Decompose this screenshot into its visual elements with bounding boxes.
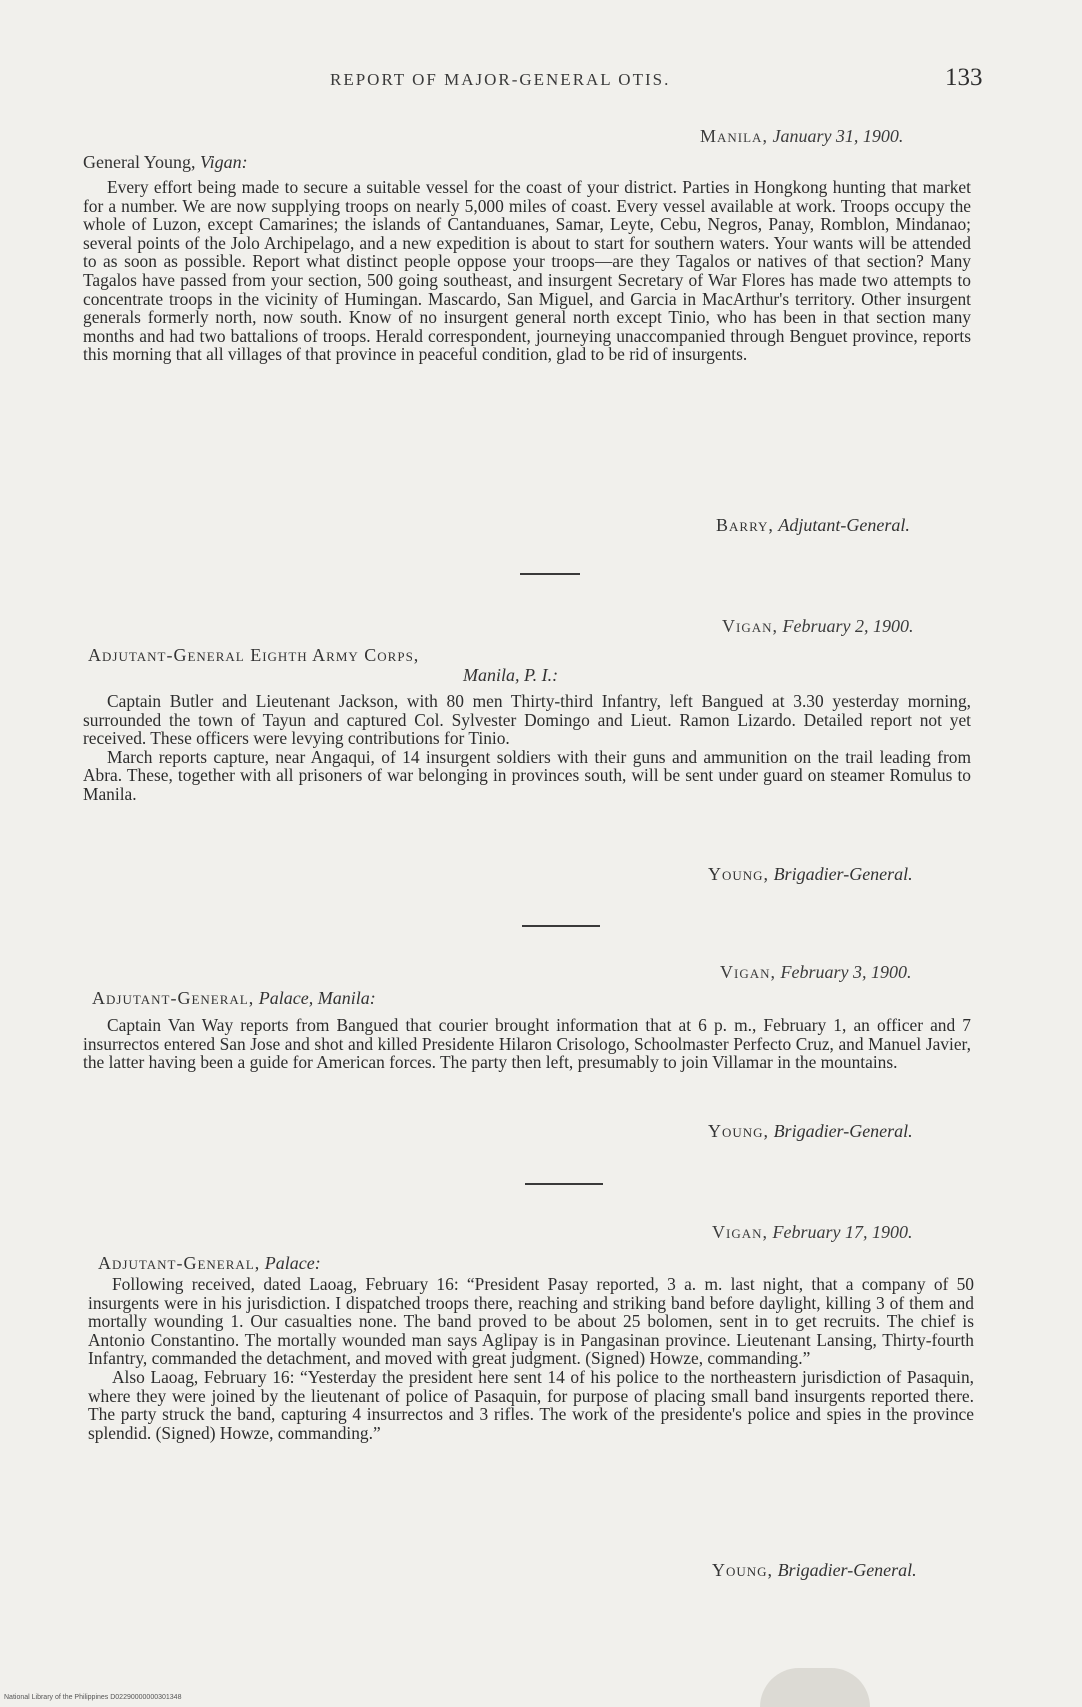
- running-title: REPORT OF MAJOR-GENERAL OTIS.: [330, 70, 671, 89]
- dispatch-4-dateline: Vigan, February 17, 1900.: [712, 1222, 913, 1242]
- dispatch-4-signature: Young, Brigadier-General.: [712, 1560, 917, 1580]
- dispatch-4-body: [88, 1275, 974, 1442]
- paragraph: March reports capture, near Angaqui, of 14 insurgent soldiers with their guns and ammunition on the trail leading from Abra. These, together with all prisoners of war belonging in provinces south, will be sent under guard on steamer Romulus to Manila.: [83, 746, 971, 804]
- dispatch-3-dateline: Vigan, February 3, 1900.: [720, 962, 912, 982]
- paragraph: Every effort being made to secure a suitable vessel for the coast of your district. Parties in Hongkong hunting that market for a number. We are now supplying troops on nearly 5,000 miles of coast. Every vessel available at work. Troops occupy the whole of Luzon, except Camarines; the islands of Cantanduanes, Samar, Leyte, Cebu, Negros, Panay, Romblon, Mindanao; several points of the Jolo Archipelago, and a new expedition is about to start for southern waters. Your wants will be attended to as soon as possible. Report what distinct people oppose your troops—are they Tagalos or natives of that section? Many Tagalos have passed from your section, 500 going southeast, and insurgent Secretary of War Flores has made two attempts to concentrate troops in the vicinity of Humingan. Mascardo, San Miguel, and Garcia in MacArthur's territory. Other insurgent generals formerly north, now south. Know of no insurgent general north except Tinio, who has been in that section many months and had two battalions of troops. Herald correspondent, journeying unaccompanied through Benguet province, reports this morning that all villages of that province in peaceful condition, glad to be rid of insurgents.: [83, 177, 971, 365]
- dispatch-1-dateline: Manila, January 31, 1900.: [700, 126, 904, 146]
- page-header: [0, 62, 1082, 102]
- dispatch-2-addressee: Adjutant-General Eighth Army Corps,: [88, 645, 420, 665]
- paragraph: Captain Butler and Lieutenant Jackson, with 80 men Thirty-third Infantry, left Bangued at 3.30 yesterday morning, surrounded the town of Tayun and captured Col. Sylvester Domingo and Lieut. Ramon Lizardo. Detailed report not yet received. These officers were levying contributions for Tinio.: [83, 691, 971, 749]
- scan-footer-note: National Library of the Philippines D02290000000301348: [4, 1694, 182, 1701]
- page-corner-shadow: [760, 1668, 870, 1707]
- dispatch-1-signature: Barry, Adjutant-General.: [716, 515, 910, 535]
- paragraph: Captain Van Way reports from Bangued that courier brought information that at 6 p. m., February 1, an officer and 7 insurrectos entered San Jose and shot and killed Presidente Hilaron Crisologo, Schoolmaster Perfecto Cruz, and Manuel Javier, the latter having been a guide for American forces. The party then left, presumably to join Villamar in the mountains.: [83, 1015, 971, 1073]
- dispatch-3-signature: Young, Brigadier-General.: [708, 1121, 913, 1141]
- dispatch-4-addressee: Adjutant-General, Palace:: [98, 1253, 321, 1273]
- dispatch-2-dateline: Vigan, February 2, 1900.: [722, 616, 914, 636]
- dispatch-2-body: [83, 692, 971, 804]
- dispatch-3-addressee: Adjutant-General, Palace, Manila:: [92, 988, 376, 1008]
- dispatch-1-body: [83, 178, 971, 364]
- section-divider: [525, 1183, 603, 1185]
- page-number: 133: [945, 64, 983, 91]
- dispatch-2-addressee-place: Manila, P. I.:: [463, 665, 559, 685]
- section-divider: [520, 573, 580, 575]
- paragraph: Following received, dated Laoag, February 16: “President Pasay reported, 3 a. m. last night, that a company of 50 insurgents were in his jurisdiction. I dispatched troops there, reaching and striking band before daylight, killing 3 of them and mortally wounding 1. Our casualties none. The band proved to be about 25 bolomen, sent in to get recruits. The chief is Antonio Constantino. The mortally wounded man says Aglipay is in Pangasinan province. Lieutenant Lansing, Thirty-fourth Infantry, commanded the detachment, and moved with great judgment. (Signed) Howze, commanding.”: [88, 1274, 974, 1369]
- section-divider: [522, 925, 600, 927]
- dispatch-1-addressee: General Young, Vigan:: [83, 152, 248, 172]
- paragraph: Also Laoag, February 16: “Yesterday the president here sent 14 of his police to the northeastern jurisdiction of Pasaquin, where they were joined by the lieutenant of police of Pasaquin, for purpose of placing small band insurgents reported there. The party struck the band, capturing 4 insurrectos and 3 rifles. The work of the presidente's police and spies in the province splendid. (Signed) Howze, commanding.”: [88, 1366, 974, 1443]
- dispatch-3-body: [83, 1016, 971, 1072]
- dispatch-2-signature: Young, Brigadier-General.: [708, 864, 913, 884]
